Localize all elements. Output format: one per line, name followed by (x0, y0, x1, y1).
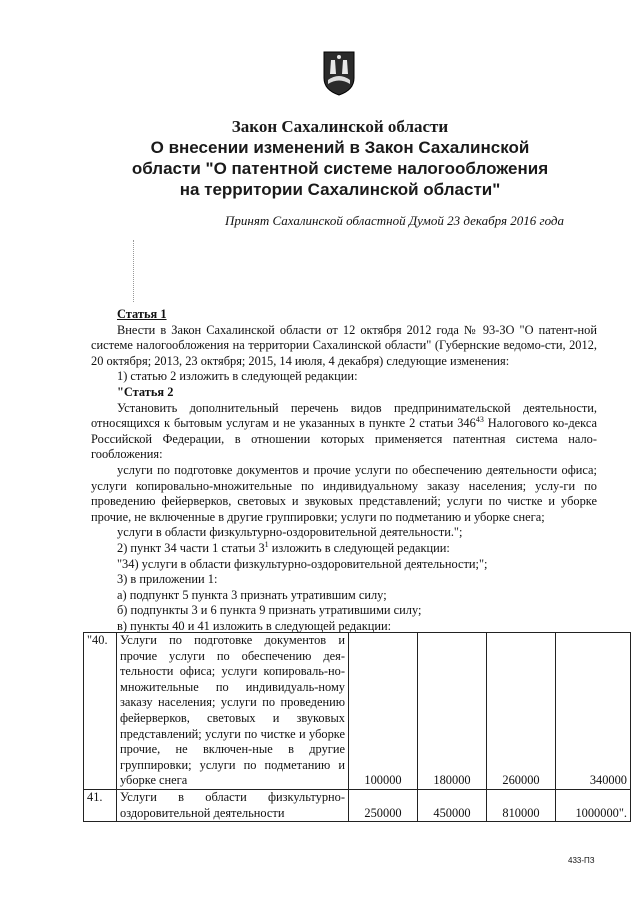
item-2: 2) пункт 34 части 1 статьи $3^1$ изложить в следующей редакции: (117, 539, 450, 555)
row-value: 450000 (418, 789, 487, 821)
row-value: 250000 (349, 789, 418, 821)
services-list: услуги по подготовке документов и прочие услуги по обеспечению деятельности офиса; услуги копировально-множительные по индивидуальному заказу населения; услу-ги по проведению фейерверков, световых и звуковых представлений; услуги по чистке и уборке прочие, не включенные в другие группировки; услуги по подметанию и уборке снега; (91, 462, 597, 524)
table-row (84, 633, 631, 790)
rates-table (83, 632, 631, 822)
document-code: 433-ПЗ (568, 856, 595, 865)
item-3b: б) подпункты 3 и 6 пункта 9 признать утратившими силу; (117, 603, 422, 618)
law-title-line-3: на территории Сахалинской области" (179, 180, 501, 199)
row-value: 1000000". (556, 789, 631, 821)
row-value: 810000 (487, 789, 556, 821)
row-value: 340000 (556, 633, 631, 790)
row-number: 41. (84, 789, 117, 821)
law-title-line-1: О внесении изменений в Закон Сахалинской (150, 138, 530, 157)
services-fitness: услуги в области физкультурно-оздоровительной деятельности."; (117, 525, 463, 540)
row-description: Услуги в области физкультурно-оздоровительной деятельности (117, 789, 349, 821)
article-2-heading: "Статья 2 (117, 384, 174, 399)
document-title-block (90, 116, 590, 200)
item-2-text: "34) услуги в области физкультурно-оздоровительной деятельности;"; (117, 556, 488, 571)
article-1-heading: Статья 1 (117, 307, 167, 321)
margin-marks (133, 240, 135, 302)
row-description: Услуги по подготовке документов и прочие услуги по обеспечению дея-тельности офиса; услуги копироваль-но-множительные по индивидуаль-ному заказу населения; услуги по проведению фейерверков, световых и звуковых представлений; услуги по чистке и уборке прочие, не включен-ные в другие группировки; услуги по подметанию и уборке снега (117, 633, 349, 790)
item-3c: в) пункты 40 и 41 изложить в следующей редакции: (117, 618, 392, 633)
article-2-text: Установить дополнительный перечень видов предпринимательской деятельности, относящихся к бытовым услугам и не указанных в пункте 2 статьи $346^{43}$ Налогового ко-декса Российской Федерации, в отношении которых применяется патентная система нало-гообложения: (91, 400, 598, 462)
law-title-line-2: области "О патентной системе налогообложения (131, 159, 549, 178)
law-name: Закон Сахалинской области (231, 117, 449, 136)
table-row (84, 789, 631, 821)
article-1-intro: Внести в Закон Сахалинской области от 12 октября 2012 года № 93-ЗО "О патент-ной системе налогообложения на территории Сахалинской области" (Губернские ведомо-сти, 2012, 20 октября; 2013, 23 октября; 2015, 14 июля, 4 декабря) следующие изменения: (91, 322, 597, 368)
adoption-note: Принят Сахалинской областной Думой 23 декабря 2016 года (225, 213, 564, 228)
row-value: 260000 (487, 633, 556, 790)
item-3: 3) в приложении 1: (117, 572, 218, 587)
coat-of-arms-emblem-icon (322, 50, 356, 96)
row-value: 180000 (418, 633, 487, 790)
item-1: 1) статью 2 изложить в следующей редакции: (117, 369, 358, 384)
document-body (91, 307, 597, 634)
item-3a: а) подпункт 5 пункта 3 признать утратившим силу; (117, 587, 387, 602)
row-value: 100000 (349, 633, 418, 790)
row-number: "40. (84, 633, 117, 790)
